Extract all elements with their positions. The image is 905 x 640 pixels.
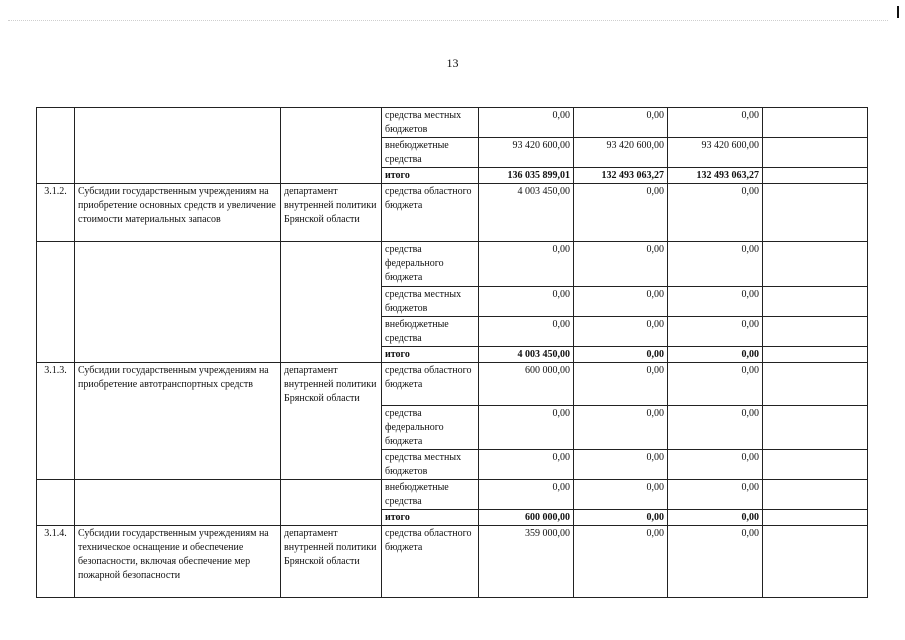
value-cell: 132 493 063,27: [668, 168, 763, 184]
page-number: 13: [446, 56, 459, 70]
note-cell: [763, 138, 868, 168]
source-cell: внебюджетные средства: [382, 480, 479, 510]
note-cell: [763, 347, 868, 363]
executor-cell: департамент внутренней политики Брянской области: [281, 184, 382, 242]
note-cell: [763, 510, 868, 526]
note-cell: [763, 168, 868, 184]
value-cell: 0,00: [668, 450, 763, 480]
source-cell: итого: [382, 347, 479, 363]
table-row: [37, 184, 868, 242]
value-cell: 0,00: [574, 317, 668, 347]
note-cell: [763, 363, 868, 406]
value-cell: 0,00: [574, 363, 668, 406]
source-cell: средства областного бюджета: [382, 526, 479, 598]
source-cell: средства областного бюджета: [382, 363, 479, 406]
value-cell: 359 000,00: [479, 526, 574, 598]
value-cell: 0,00: [668, 108, 763, 138]
value-cell: 0,00: [574, 242, 668, 287]
table-row: [37, 108, 868, 138]
scan-edge-mark: [897, 6, 899, 18]
value-cell: 600 000,00: [479, 363, 574, 406]
source-cell: итого: [382, 510, 479, 526]
value-cell: 4 003 450,00: [479, 347, 574, 363]
value-cell: 0,00: [668, 510, 763, 526]
value-cell: 0,00: [668, 480, 763, 510]
note-cell: [763, 317, 868, 347]
table-row: [37, 526, 868, 598]
value-cell: 0,00: [479, 406, 574, 450]
source-cell: внебюджетные средства: [382, 138, 479, 168]
note-cell: [763, 242, 868, 287]
value-cell: 0,00: [668, 287, 763, 317]
executor-cell: департамент внутренней политики Брянской области: [281, 526, 382, 598]
value-cell: 0,00: [479, 317, 574, 347]
value-cell: 0,00: [668, 242, 763, 287]
executor-cell: [281, 242, 382, 363]
source-cell: средства местных бюджетов: [382, 108, 479, 138]
source-cell: средства местных бюджетов: [382, 287, 479, 317]
value-cell: 0,00: [479, 450, 574, 480]
value-cell: 0,00: [668, 184, 763, 242]
code-cell: 3.1.3.: [37, 363, 75, 480]
value-cell: 0,00: [668, 526, 763, 598]
title-cell: Субсидии государственным учреждениям на приобретение автотранспортных средств: [75, 363, 281, 480]
code-cell: [37, 480, 75, 526]
value-cell: 0,00: [479, 480, 574, 510]
note-cell: [763, 287, 868, 317]
value-cell: 132 493 063,27: [574, 168, 668, 184]
value-cell: 136 035 899,01: [479, 168, 574, 184]
value-cell: 0,00: [574, 526, 668, 598]
value-cell: 4 003 450,00: [479, 184, 574, 242]
value-cell: 0,00: [479, 242, 574, 287]
value-cell: 0,00: [574, 406, 668, 450]
title-cell: [75, 480, 281, 526]
value-cell: 0,00: [574, 347, 668, 363]
code-cell: 3.1.4.: [37, 526, 75, 598]
table-row: [37, 480, 868, 510]
executor-cell: департамент внутренней политики Брянской области: [281, 363, 382, 480]
budget-table: [36, 107, 868, 598]
value-cell: 0,00: [479, 108, 574, 138]
title-cell: Субсидии государственным учреждениям на техническое оснащение и обеспечение безопасности, включая обеспечение мер пожарной безопасности: [75, 526, 281, 598]
value-cell: 0,00: [479, 287, 574, 317]
note-cell: [763, 450, 868, 480]
source-cell: средства федерального бюджета: [382, 406, 479, 450]
title-cell: [75, 242, 281, 363]
value-cell: 600 000,00: [479, 510, 574, 526]
value-cell: 0,00: [574, 108, 668, 138]
table-row: [37, 242, 868, 287]
value-cell: 0,00: [574, 184, 668, 242]
value-cell: 93 420 600,00: [668, 138, 763, 168]
note-cell: [763, 406, 868, 450]
executor-cell: [281, 108, 382, 184]
code-cell: 3.1.2.: [37, 184, 75, 242]
source-cell: внебюджетные средства: [382, 317, 479, 347]
note-cell: [763, 184, 868, 242]
source-cell: итого: [382, 168, 479, 184]
source-cell: средства федерального бюджета: [382, 242, 479, 287]
code-cell: [37, 108, 75, 184]
value-cell: 0,00: [668, 406, 763, 450]
value-cell: 93 420 600,00: [479, 138, 574, 168]
title-cell: Субсидии государственным учреждениям на приобретение основных средств и увеличение стоимости материальных запасов: [75, 184, 281, 242]
value-cell: 0,00: [574, 450, 668, 480]
code-cell: [37, 242, 75, 363]
executor-cell: [281, 480, 382, 526]
value-cell: 0,00: [668, 317, 763, 347]
value-cell: 0,00: [668, 363, 763, 406]
title-cell: [75, 108, 281, 184]
scan-noise-line: [8, 20, 888, 22]
table-row: [37, 363, 868, 406]
value-cell: 0,00: [668, 347, 763, 363]
value-cell: 93 420 600,00: [574, 138, 668, 168]
note-cell: [763, 526, 868, 598]
note-cell: [763, 480, 868, 510]
note-cell: [763, 108, 868, 138]
value-cell: 0,00: [574, 480, 668, 510]
source-cell: средства областного бюджета: [382, 184, 479, 242]
value-cell: 0,00: [574, 287, 668, 317]
value-cell: 0,00: [574, 510, 668, 526]
source-cell: средства местных бюджетов: [382, 450, 479, 480]
